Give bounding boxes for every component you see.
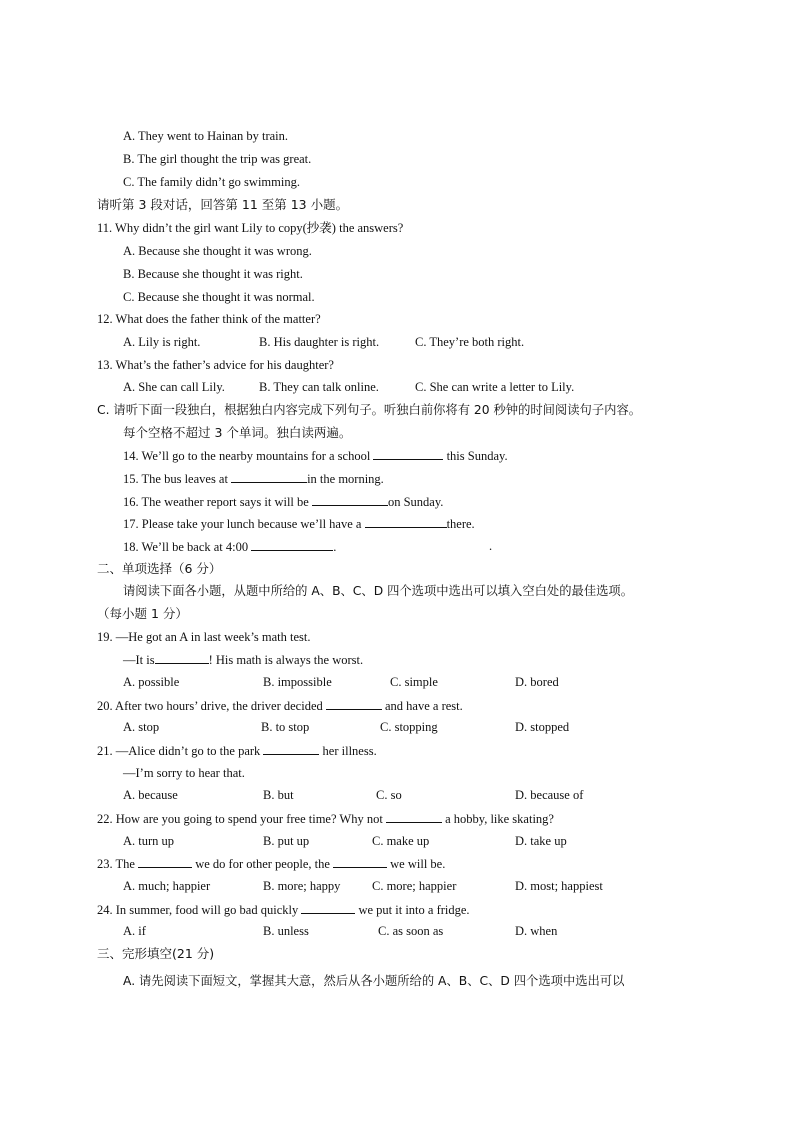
part2-instruction-2: （每小题 1 分） — [97, 606, 188, 621]
q16-text-after: on Sunday. — [387, 495, 444, 509]
option-b: B. The girl thought the trip was great. — [123, 152, 312, 166]
q17-text-after: there. — [446, 517, 475, 531]
q13-option-c: C. She can write a letter to Lily. — [415, 380, 575, 394]
q15-blank — [231, 470, 307, 483]
q12-option-a: A. Lily is right. — [123, 335, 201, 349]
q19-option-b: B. impossible — [263, 675, 332, 689]
q14 — [123, 447, 508, 464]
q23-blank-2 — [333, 855, 387, 868]
q19-reply-text-after: ! His math is always the worst. — [208, 653, 364, 667]
option-a: A. They went to Hainan by train. — [123, 129, 289, 143]
q18-blank — [251, 538, 333, 551]
q24-stem — [97, 901, 470, 918]
q21-option-c: C. so — [376, 788, 402, 802]
part3-heading: 三、完形填空(21 分) — [97, 946, 215, 961]
q20-text: 20. After two hours’ drive, the driver decided — [97, 699, 323, 713]
q16-text: 16. The weather report says it will be — [123, 495, 309, 509]
q21-option-b: B. but — [263, 788, 294, 802]
q19-reply — [123, 651, 363, 668]
q11-option-a: A. Because she thought it was wrong. — [123, 244, 312, 258]
q23-option-b: B. more; happy — [263, 879, 341, 893]
dialog3-instruction: 请听第 3 段对话，回答第 11 至第 13 小题。 — [97, 197, 349, 212]
q20-option-d: D. stopped — [515, 720, 570, 734]
q17-text: 17. Please take your lunch because we’ll have a — [123, 517, 362, 531]
q24-option-a: A. if — [123, 924, 146, 938]
q23-option-c: C. more; happier — [372, 879, 457, 893]
q11-option-b: B. Because she thought it was right. — [123, 267, 303, 281]
q20-blank — [326, 697, 382, 710]
q15-text-after: in the morning. — [307, 472, 384, 486]
q12-option-b: B. His daughter is right. — [259, 335, 380, 349]
part2-heading: 二、单项选择（6 分） — [97, 561, 222, 576]
q16-blank — [312, 493, 388, 506]
q14-text: 14. We’ll go to the nearby mountains for a school — [123, 449, 371, 463]
q20-option-b: B. to stop — [261, 720, 310, 734]
q14-text-after: this Sunday. — [446, 449, 508, 463]
q21-option-a: A. because — [123, 788, 178, 802]
q21-text: 21. —Alice didn’t go to the park — [97, 744, 261, 758]
section-c-instruction: C. 请听下面一段独白，根据独白内容完成下列句子。听独白前你将有 20 秒钟的时间阅读句子内容。 — [97, 403, 642, 417]
q21-option-d: D. because of — [515, 788, 584, 802]
q19-blank — [155, 651, 209, 664]
q19-reply-text: —It is — [123, 653, 155, 667]
q18 — [123, 538, 336, 555]
option-c: C. The family didn’t go swimming. — [123, 175, 300, 189]
q12-option-c: C. They’re both right. — [415, 335, 525, 349]
part3-instruction: A. 请先阅读下面短文，掌握其大意，然后从各小题所给的 A、B、C、D 四个选项中选出可以 — [123, 974, 625, 988]
q13-option-a: A. She can call Lily. — [123, 380, 225, 394]
q21-blank — [263, 742, 319, 755]
part2-instruction: 请阅读下面各小题，从题中所给的 A、B、C、D 四个选项中选出可以填入空白处的最佳选项。 — [123, 584, 634, 598]
q20-option-a: A. stop — [123, 720, 160, 734]
q16 — [123, 493, 443, 510]
q18-text: 18. We’ll be back at 4:00 — [123, 540, 249, 554]
q19-option-a: A. possible — [123, 675, 180, 689]
q17 — [123, 515, 475, 532]
q15 — [123, 470, 384, 487]
q22-option-c: C. make up — [372, 834, 430, 848]
q22-stem — [97, 810, 554, 827]
q20-text-after: and have a rest. — [385, 699, 463, 713]
q22-option-b: B. put up — [263, 834, 310, 848]
q22-text-after: a hobby, like skating? — [445, 812, 554, 826]
q19-option-c: C. simple — [390, 675, 438, 689]
q22-option-d: D. take up — [515, 834, 567, 848]
q13-stem: 13. What’s the father’s advice for his daughter? — [97, 358, 334, 372]
q23-option-d: D. most; happiest — [515, 879, 603, 893]
stray-dot: . — [489, 539, 493, 553]
q20-option-c: C. stopping — [380, 720, 438, 734]
q23-option-a: A. much; happier — [123, 879, 211, 893]
q19-stem: 19. —He got an A in last week’s math test. — [97, 630, 311, 644]
q13-option-b: B. They can talk online. — [259, 380, 379, 394]
q21-text-after: her illness. — [322, 744, 377, 758]
q24-blank — [301, 901, 355, 914]
q22-option-a: A. turn up — [123, 834, 175, 848]
q22-blank — [386, 810, 442, 823]
q23-stem — [97, 855, 445, 872]
q24-text: 24. In summer, food will go bad quickly — [97, 903, 299, 917]
q24-option-c: C. as soon as — [378, 924, 444, 938]
q24-option-b: B. unless — [263, 924, 309, 938]
q23-text-mid: we do for other people, the — [195, 857, 330, 871]
q24-text-after: we put it into a fridge. — [358, 903, 470, 917]
section-c-instruction-2: 每个空格不超过 3 个单词。独白读两遍。 — [123, 425, 352, 440]
q21-stem — [97, 742, 377, 759]
q11-option-c: C. Because she thought it was normal. — [123, 290, 315, 304]
q15-text: 15. The bus leaves at — [123, 472, 228, 486]
q17-blank — [365, 515, 447, 528]
q18-text-after: . — [333, 540, 337, 554]
q21-reply: —I’m sorry to hear that. — [123, 766, 245, 780]
q14-blank — [373, 447, 443, 460]
q24-option-d: D. when — [515, 924, 558, 938]
q22-text: 22. How are you going to spend your free time? Why not — [97, 812, 383, 826]
q20-stem — [97, 697, 463, 714]
q12-stem: 12. What does the father think of the matter? — [97, 312, 321, 326]
q23-text-after: we will be. — [390, 857, 446, 871]
q11-stem: 11. Why didn’t the girl want Lily to copy(抄袭) the answers? — [97, 221, 404, 235]
q23-blank-1 — [138, 855, 192, 868]
q23-text: 23. The — [97, 857, 135, 871]
q19-option-d: D. bored — [515, 675, 559, 689]
